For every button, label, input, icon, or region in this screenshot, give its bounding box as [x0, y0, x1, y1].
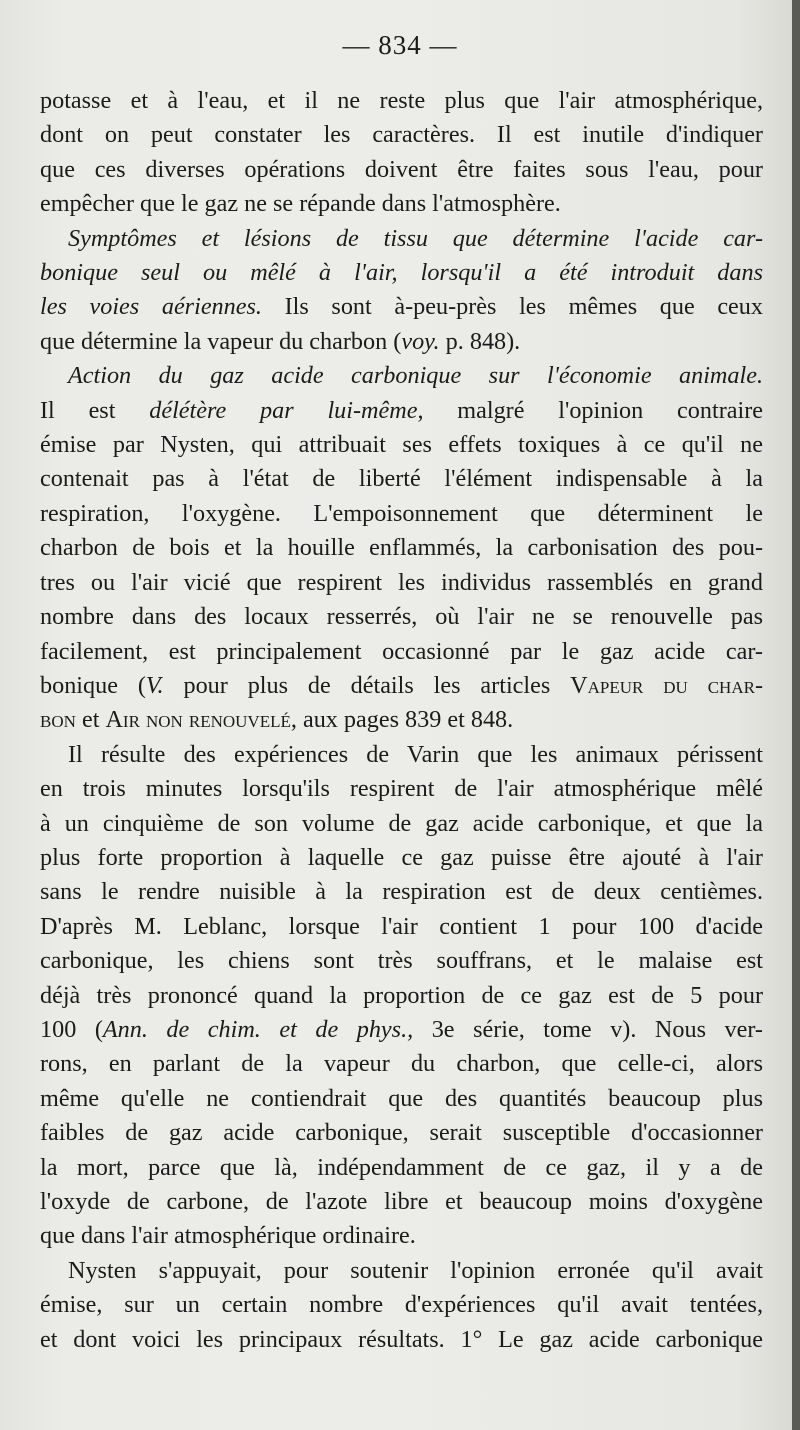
text-line: sans le rendre nuisible à la respiration est de deux centièmes. — [40, 878, 763, 906]
text-line: charbon de bois et la houille enflammés, la carbonisation des pou- — [40, 534, 763, 562]
text-line: émise par Nysten, qui attribuait ses effets toxiques à ce qu'il ne — [40, 431, 763, 459]
section-heading-line: Action du gaz acide carbonique sur l'économie animale. — [68, 362, 763, 390]
text-line: l'oxyde de carbone, de l'azote libre et beaucoup moins d'oxygène — [40, 1188, 763, 1215]
text-line: dont on peut constater les caractères. Il est inutile d'indiquer — [40, 121, 763, 149]
text-line: que dans l'air atmosphérique ordinaire. — [40, 1222, 416, 1250]
text-line: 100 (Ann. de chim. et de phys., 3e série, tome v). Nous ver- — [40, 1015, 763, 1043]
text-line: bon et Air non renouvelé, aux pages 839 et 848. — [40, 706, 514, 734]
text-line: et dont voici les principaux résultats. 1° Le gaz acide carbonique — [40, 1325, 763, 1353]
text-line: facilement, est principalement occasionné par le gaz acide car- — [40, 637, 763, 665]
text-line: Il est délétère par lui-même, malgré l'opinion contraire — [40, 396, 763, 424]
text-line: que détermine la vapeur du charbon (voy. p. 848). — [40, 327, 521, 355]
section-heading-line: Symptômes et lésions de tissu que détermine l'acide car- — [68, 224, 763, 252]
text-line: la mort, parce que là, indépendamment de ce gaz, il y a de — [40, 1153, 763, 1181]
text-line: Il résulte des expériences de Varin que les animaux périssent — [68, 740, 763, 768]
text-line: plus forte proportion à laquelle ce gaz puisse être ajouté à l'air — [40, 843, 763, 871]
text-line: D'après M. Leblanc, lorsque l'air contient 1 pour 100 d'acide — [40, 912, 763, 940]
text-line: rons, en parlant de la vapeur du charbon, que celle-ci, alors — [40, 1050, 763, 1078]
text-line: potasse et à l'eau, et il ne reste plus que l'air atmosphérique, — [40, 87, 763, 114]
text-line: Nysten s'appuyait, pour soutenir l'opinion erronée qu'il avait — [68, 1256, 763, 1284]
text-line: déjà très prononcé quand la proportion de ce gaz est de 5 pour — [40, 981, 763, 1009]
text-line: même qu'elle ne contiendrait que des quantités beaucoup plus — [40, 1084, 763, 1112]
text-line: bonique (V. pour plus de détails les articles Vapeur du char- — [40, 671, 763, 699]
text-line: à un cinquième de son volume de gaz acide carbonique, et que la — [40, 809, 763, 837]
text-line: émise, sur un certain nombre d'expériences qu'il avait tentées, — [40, 1291, 763, 1319]
text-line: empêcher que le gaz ne se répande dans l'atmosphère. — [40, 190, 561, 218]
text-line: que ces diverses opérations doivent être faites sous l'eau, pour — [40, 155, 763, 183]
text-line: les voies aériennes. Ils sont à-peu-près les mêmes que ceux — [40, 293, 763, 321]
section-heading-line: bonique seul ou mêlé à l'air, lorsqu'il a été introduit dans — [40, 259, 763, 287]
text-line: tres ou l'air vicié que respirent les individus rassemblés en grand — [40, 568, 763, 596]
text-line: faibles de gaz acide carbonique, serait susceptible d'occasionner — [40, 1119, 763, 1147]
text-line: nombre dans des locaux resserrés, où l'air ne se renouvelle pas — [40, 603, 763, 631]
page-edge-shadow — [792, 0, 800, 1430]
page-number: — 834 — — [342, 30, 458, 60]
text-line: carbonique, les chiens sont très souffrans, et le malaise est — [40, 947, 763, 975]
text-line: respiration, l'oxygène. L'empoisonnement que déterminent le — [40, 499, 763, 527]
body-text — [40, 84, 763, 1357]
text-line: en trois minutes lorsqu'ils respirent de l'air atmosphérique mêlé — [40, 775, 763, 803]
text-line: contenait pas à l'état de liberté l'élément indispensable à la — [40, 465, 763, 493]
